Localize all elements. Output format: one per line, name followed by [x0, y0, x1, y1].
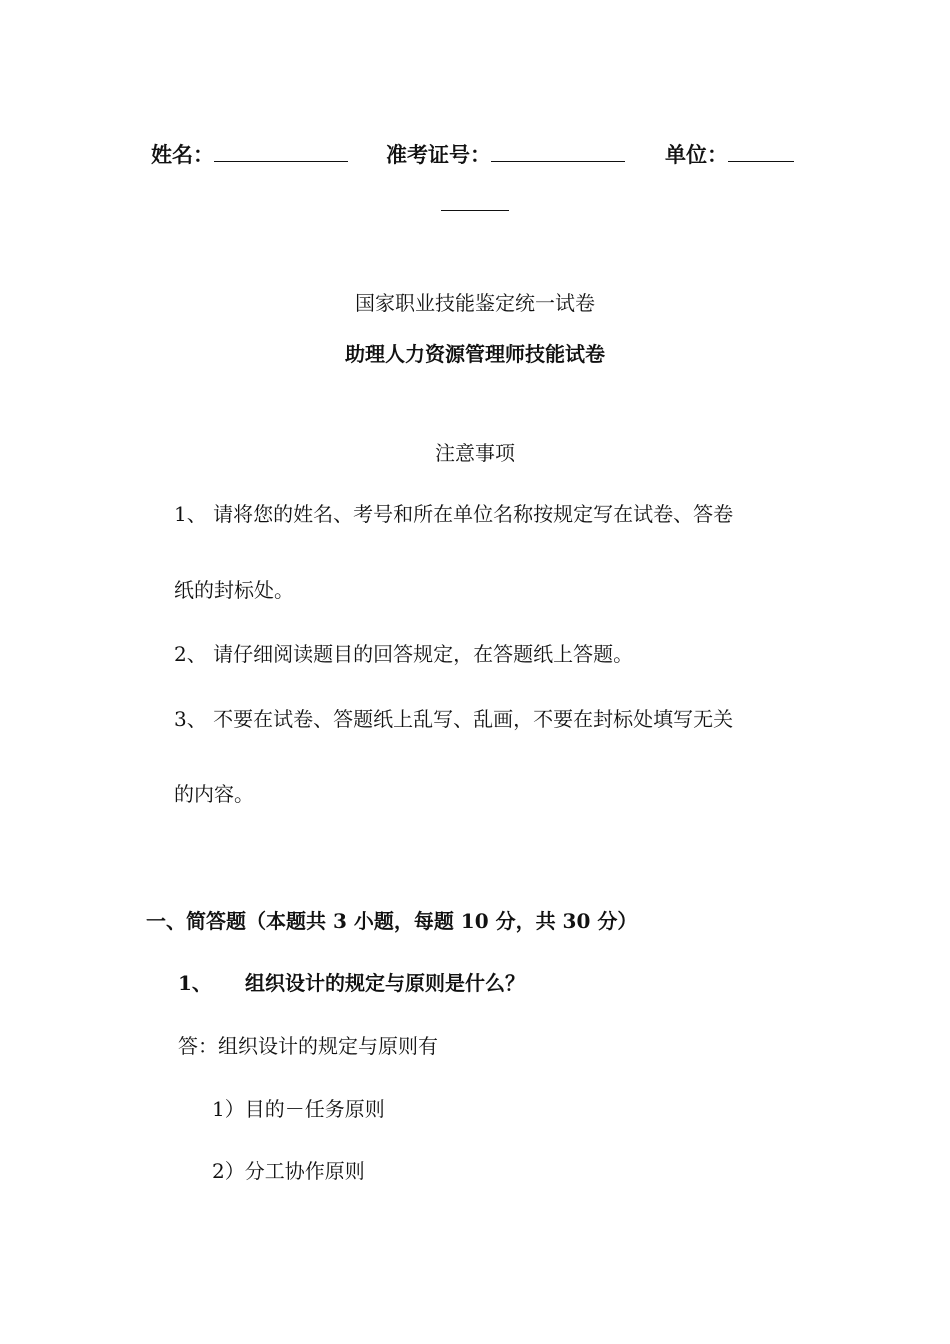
- notice-item-1-cont: 纸的封标处。: [174, 578, 294, 602]
- name-field: [151, 139, 348, 169]
- notice-item-3-cont: 的内容。: [174, 782, 254, 806]
- exam-id-blank[interactable]: [491, 141, 625, 162]
- unit-label: 单位：: [665, 142, 728, 167]
- unit-blank[interactable]: [728, 141, 794, 162]
- exam-subtitle: 助理人力资源管理师技能试卷: [345, 342, 605, 366]
- notice-item-2: 2、 请仔细阅读题目的回答规定，在答题纸上答题。: [174, 642, 634, 666]
- name-blank[interactable]: [214, 141, 348, 162]
- notice-heading: 注意事项: [435, 441, 515, 465]
- exam-id-field: [386, 139, 625, 169]
- section-heading: 一、简答题（本题共 3 小题，每题 10 分，共 30 分）: [146, 909, 638, 933]
- question-number: 1、: [178, 971, 212, 995]
- unit-blank-continued[interactable]: [441, 190, 509, 211]
- name-label: 姓名：: [151, 142, 214, 167]
- notice-item-1: 1、 请将您的姓名、考号和所在单位名称按规定写在试卷、答卷: [174, 502, 734, 526]
- notice-item-3: 3、 不要在试卷、答题纸上乱写、乱画，不要在封标处填写无关: [174, 707, 734, 731]
- answer-intro: 答：组织设计的规定与原则有: [178, 1034, 438, 1058]
- answer-item: 1）目的－任务原则: [212, 1097, 385, 1121]
- question-text: 组织设计的规定与原则是什么？: [245, 971, 525, 995]
- answer-item: 2）分工协作原则: [212, 1159, 365, 1183]
- exam-title: 国家职业技能鉴定统一试卷: [355, 291, 595, 315]
- exam-id-label: 准考证号：: [386, 142, 491, 167]
- unit-field: [665, 139, 794, 169]
